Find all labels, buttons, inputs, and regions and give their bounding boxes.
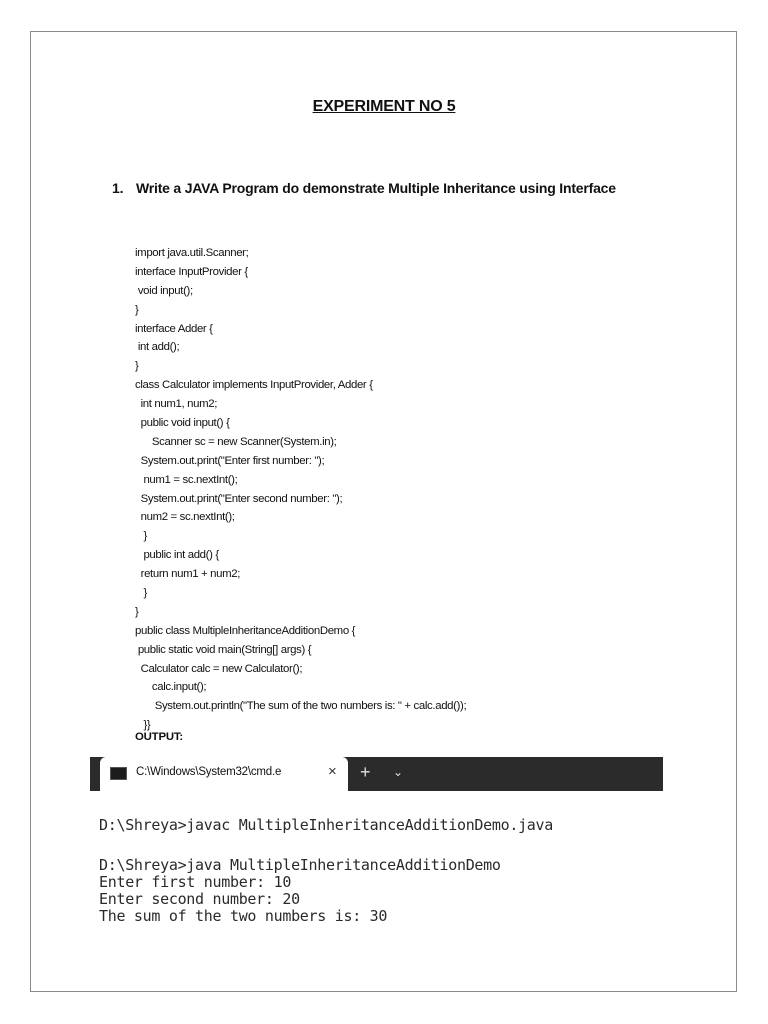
code-line: } [135,587,147,600]
code-line: return num1 + num2; [135,568,241,581]
code-line: int num1, num2; [135,398,218,411]
code-line: class Calculator implements InputProvider, Adder { [135,379,373,392]
code-line: public void input() { [135,417,230,430]
terminal-line: D:\Shreya>javac MultipleInheritanceAdditionDemo.java [99,816,554,834]
code-line: } [135,605,139,618]
code-line: } [135,530,147,543]
code-line: int add(); [135,341,180,354]
terminal-output [99,817,659,925]
terminal-tab[interactable] [100,757,348,791]
code-line: public int add() { [135,549,219,562]
code-line: public class MultipleInheritanceAdditionDemo { [135,624,356,637]
terminal-line: The sum of the two numbers is: 30 [99,907,388,925]
code-line: }} [135,719,151,732]
code-line: } [135,303,139,316]
terminal-tab-title: C:\Windows\System32\cmd.e [136,766,282,778]
question [112,175,652,201]
chevron-down-icon[interactable]: ⌄ [393,765,404,779]
code-line: num1 = sc.nextInt(); [135,473,238,486]
code-line: } [135,360,139,373]
code-line: Calculator calc = new Calculator(); [135,662,303,675]
code-line: interface Adder { [135,322,213,335]
code-line: num2 = sc.nextInt(); [135,511,235,524]
terminal-tab-bar [90,757,663,791]
output-label: OUTPUT: [135,731,183,743]
code-block [135,244,655,735]
code-line: public static void main(String[] args) { [135,643,312,656]
code-line: void input(); [135,284,193,297]
question-text: Write a JAVA Program do demonstrate Multiple Inheritance using Interface [136,180,616,196]
terminal-line: Enter first number: 10 [99,873,292,891]
terminal-line [99,834,659,857]
terminal-line: D:\Shreya>java MultipleInheritanceAdditionDemo [99,856,501,874]
page-title: EXPERIMENT NO 5 [312,98,456,115]
terminal-line: Enter second number: 20 [99,890,300,908]
question-number: 1. [112,180,124,196]
code-line: import java.util.Scanner; [135,247,249,259]
cmd-icon [110,767,127,780]
code-line: System.out.println("The sum of the two numbers is: " + calc.add()); [135,700,467,713]
code-line: System.out.print("Enter second number: "); [135,492,343,505]
close-icon[interactable]: × [328,763,337,780]
code-line: Scanner sc = new Scanner(System.in); [135,435,337,448]
code-line: System.out.print("Enter first number: "); [135,454,325,467]
new-tab-icon[interactable]: + [360,762,371,782]
code-line: interface InputProvider { [135,265,248,278]
code-line: calc.input(); [135,681,207,694]
